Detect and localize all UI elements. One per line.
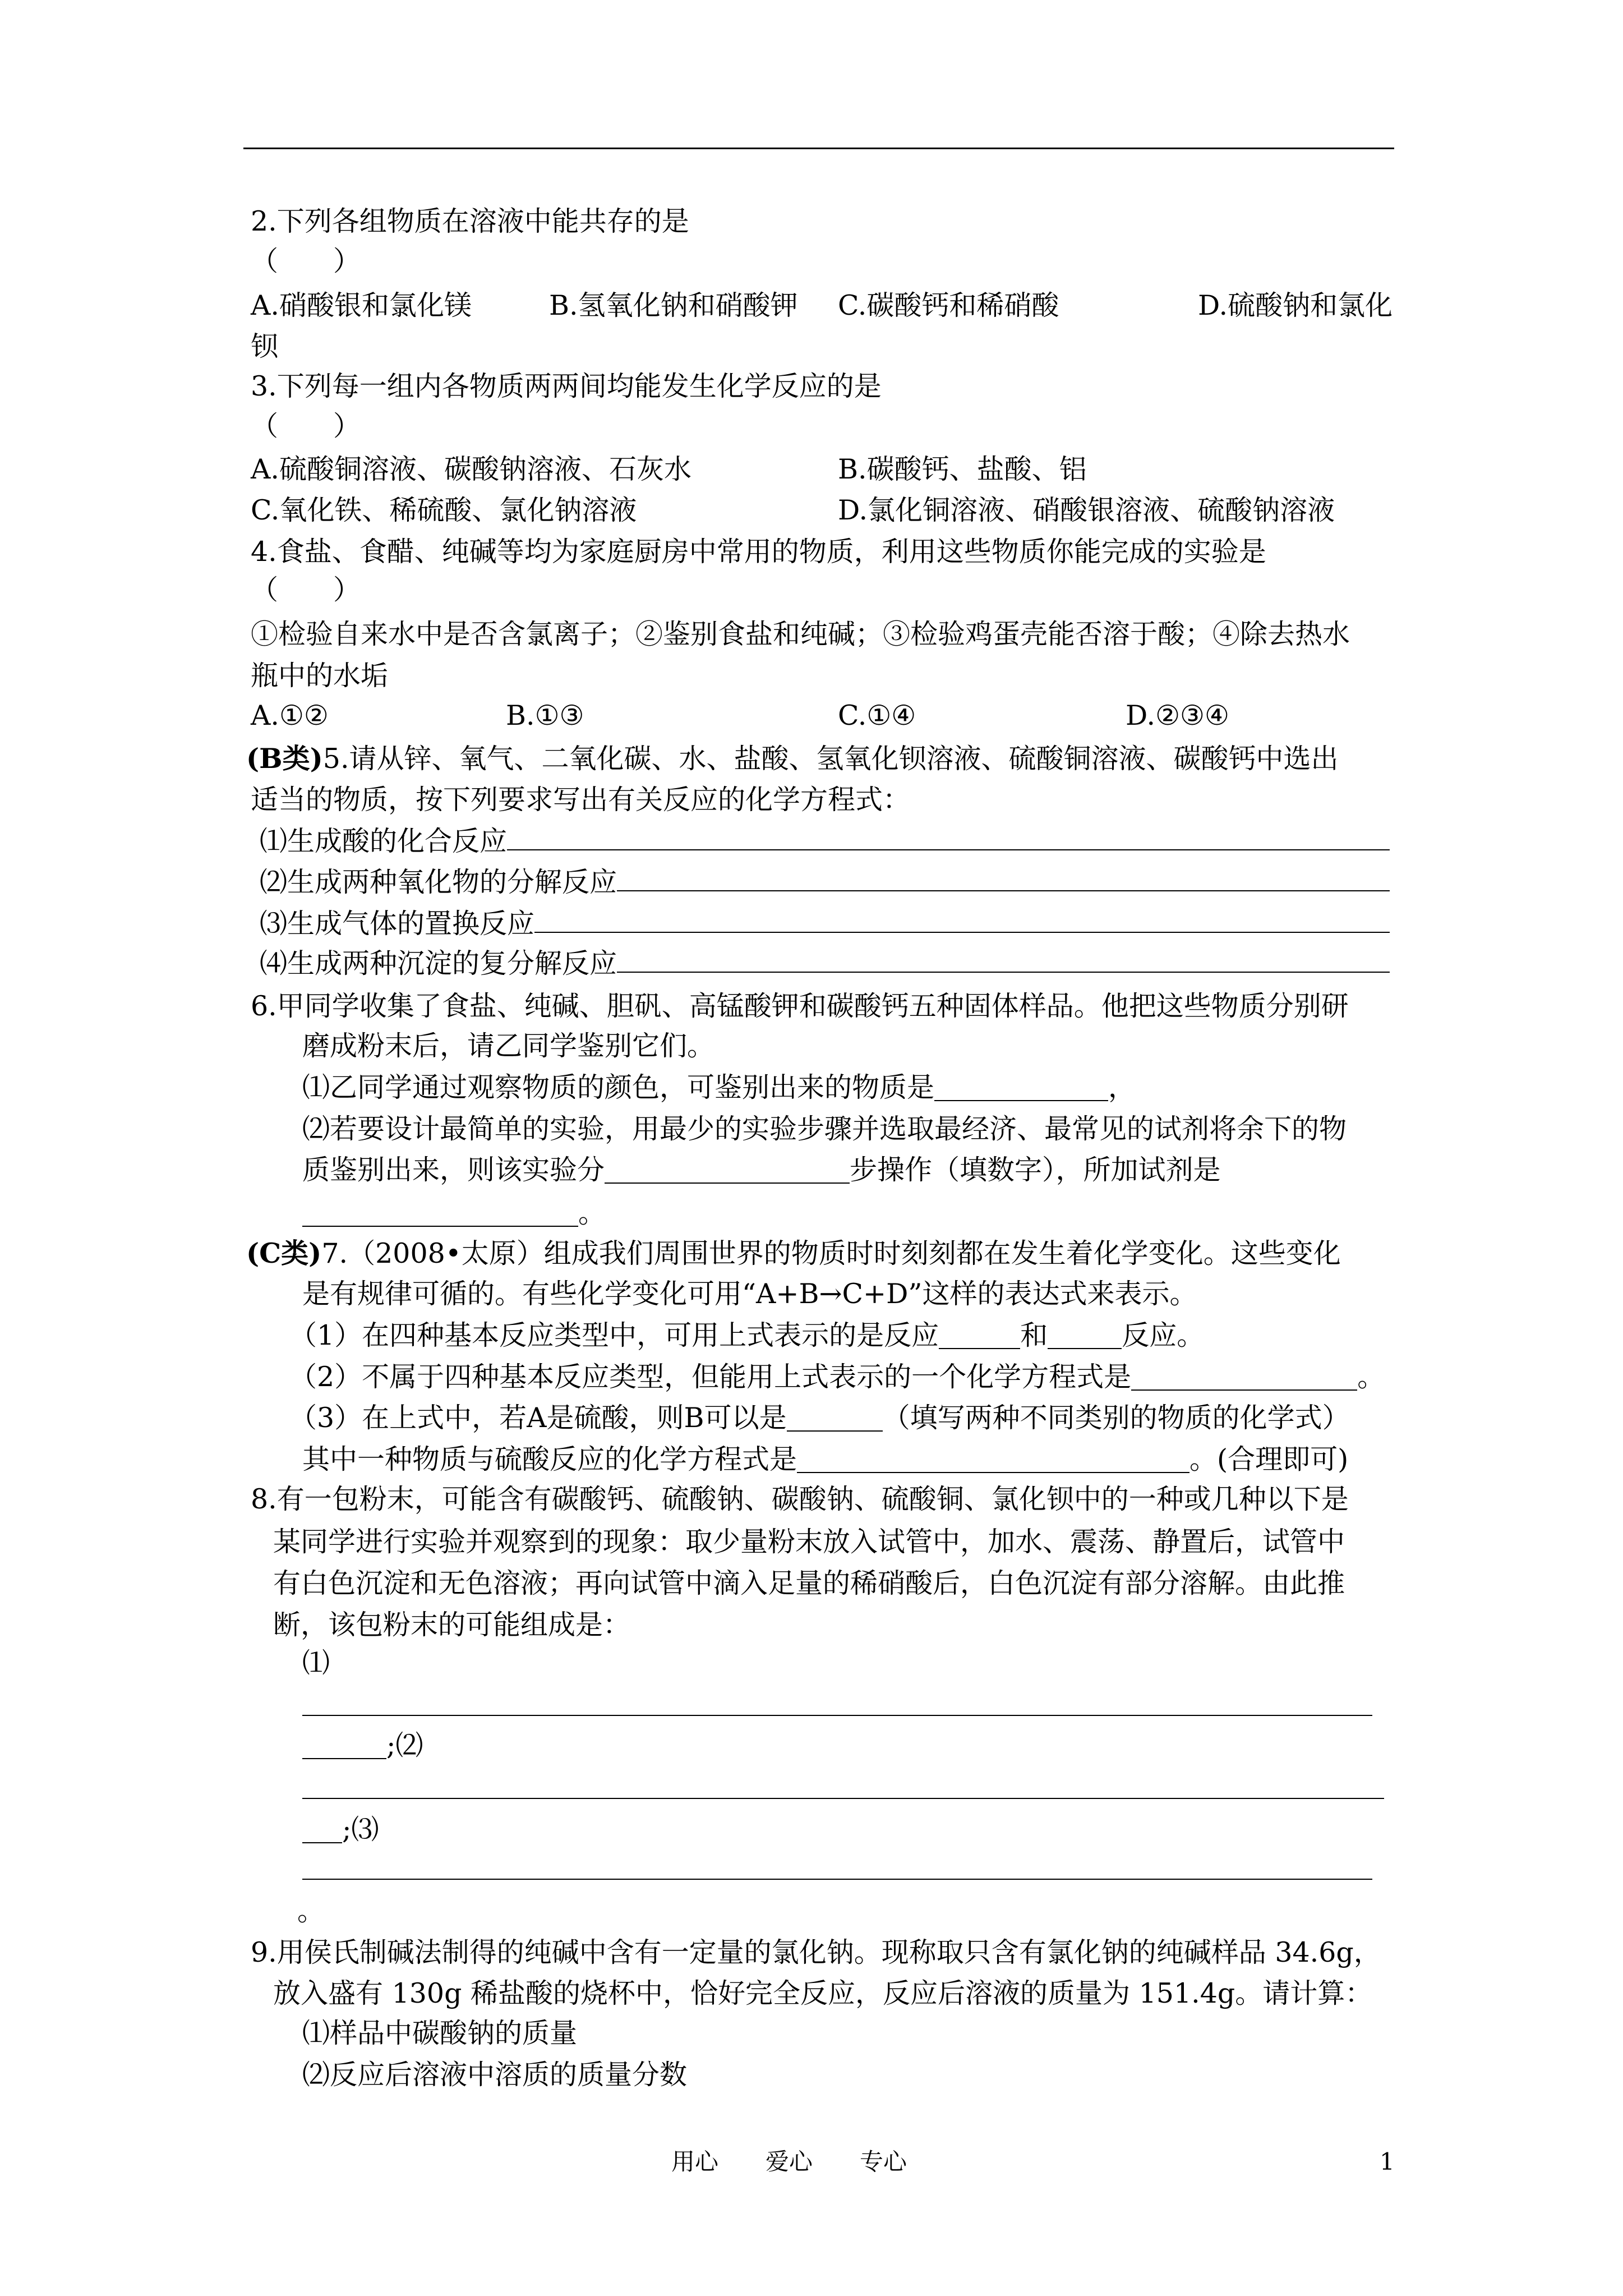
q5-part2	[260, 866, 1390, 899]
q7-part3-note: （填写两种不同类别的物质的化学式）	[882, 1402, 1350, 1434]
q6-part2-line1: ⑵若要设计最简单的实验，用最少的实验步骤并选取最经济、最常见的试剂将余下的物	[302, 1113, 1347, 1145]
q7-part2-end: 。	[1357, 1361, 1385, 1393]
q7-part3-line2-text: 其中一种物质与硫酸反应的化学方程式是	[302, 1443, 797, 1475]
q4-option-a: A.①②	[251, 700, 329, 731]
q3-answer-bracket: （ ）	[251, 410, 361, 442]
q9-part1: ⑴样品中碳酸钠的质量	[302, 2017, 578, 2049]
q8-answer1-label: ⑴	[302, 1647, 330, 1679]
q7-category-tag: (C类)	[246, 1237, 322, 1269]
q4-items-line1: ①检验自来水中是否含氯离子；②鉴别食盐和纯碱；③检验鸡蛋壳能否溶于酸；④除去热水	[251, 618, 1350, 650]
answer-blank	[302, 1842, 342, 1843]
q5-part1	[260, 825, 1390, 858]
q3-option-b: B.碳酸钙、盐酸、铝	[838, 453, 1087, 485]
q8-end-mark: 。	[297, 1895, 325, 1927]
q6-part2-text: 质鉴别出来，则该实验分	[302, 1154, 605, 1186]
answer-line	[302, 1798, 1384, 1799]
q6-part2-line3	[302, 1197, 606, 1230]
footer-motto: 用心 爱心 专心	[671, 2148, 907, 2175]
answer-blank	[1131, 1389, 1357, 1391]
q9-part2: ⑵反应后溶液中溶质的质量分数	[302, 2059, 688, 2091]
answer-blank	[534, 932, 1390, 933]
answer-blank	[934, 1100, 1108, 1101]
q6-part1-end: ，	[1108, 1071, 1136, 1103]
q7-part1-middle: 和	[1020, 1319, 1048, 1351]
q8-answer2-line	[302, 1729, 423, 1763]
q5-part3	[260, 907, 1390, 941]
q7-part3	[289, 1401, 1350, 1435]
q7-part2	[289, 1360, 1385, 1394]
q6-stem-line1: 6.甲同学收集了食盐、纯碱、胆矾、高锰酸钾和碳酸钙五种固体样品。他把这些物质分别研	[251, 990, 1349, 1022]
q8-answer3-label: ;⑶	[342, 1814, 379, 1846]
q4-items-line2: 瓶中的水垢	[251, 660, 389, 692]
q5-part2-label: ⑵生成两种氧化物的分解反应	[260, 866, 617, 898]
q4-option-b: B.①③	[506, 700, 584, 731]
q4-option-c: C.①④	[838, 700, 916, 731]
answer-blank	[617, 890, 1390, 891]
q7-part1-text: （1）在四种基本反应类型中，可用上式表示的是反应	[289, 1319, 939, 1351]
answer-blank	[797, 1472, 1189, 1473]
answer-blank	[617, 972, 1390, 973]
q2-option-b: B.氢氧化钠和硝酸钾	[549, 289, 798, 321]
q3-option-d: D.氯化铜溶液、硝酸银溶液、硫酸钠溶液	[838, 494, 1335, 526]
q7-part3-text: （3）在上式中，若A是硫酸，则B可以是	[289, 1402, 787, 1434]
q2-option-d-continued: 钡	[251, 330, 279, 362]
q7-stem-line2: 是有规律可循的。有些化学变化可用“A+B→C+D”这样的表达式来表示。	[302, 1278, 1197, 1310]
q8-stem-line4: 断，该包粉末的可能组成是：	[273, 1609, 631, 1641]
answer-line	[302, 1879, 1372, 1880]
answer-blank	[1048, 1348, 1122, 1349]
q5-stem-line1	[246, 742, 1339, 776]
q9-stem-line2: 放入盛有 130g 稀盐酸的烧杯中，恰好完全反应，反应后溶液的质量为 151.4g。请计算：	[273, 1977, 1373, 2009]
q9-stem-line1: 9.用侯氏制碱法制得的纯碱中含有一定量的氯化钠。现称取只含有氯化钠的纯碱样品 34.6g，	[251, 1936, 1381, 1968]
q8-answer2-label: ;⑵	[386, 1729, 423, 1761]
q2-option-c: C.碳酸钙和稀硝酸	[838, 289, 1059, 321]
q4-stem: 4.食盐、食醋、纯碱等均为家庭厨房中常用的物质，利用这些物质你能完成的实验是	[251, 536, 1266, 568]
q5-part3-label: ⑶生成气体的置换反应	[260, 908, 535, 940]
q8-stem-line2: 某同学进行实验并观察到的现象：取少量粉末放入试管中，加水、震荡、静置后，试管中	[273, 1526, 1345, 1558]
header-rule	[243, 148, 1394, 149]
q6-part1-text: ⑴乙同学通过观察物质的颜色，可鉴别出来的物质是	[302, 1071, 935, 1103]
answer-blank	[787, 1430, 883, 1432]
q5-category-tag: (B类)	[246, 742, 323, 775]
q5-part4	[260, 947, 1390, 981]
q3-option-c: C.氧化铁、稀硫酸、氯化钠溶液	[251, 494, 637, 526]
q7-stem-text: 7.（2008•太原）组成我们周围世界的物质时时刻刻都在发生着化学变化。这些变化	[321, 1237, 1341, 1269]
q6-stem-line2: 磨成粉末后，请乙同学鉴别它们。	[302, 1030, 715, 1062]
q8-answer3-line	[302, 1813, 379, 1847]
q6-part2-line2	[302, 1153, 1221, 1187]
q2-option-a: A.硝酸银和氯化镁	[251, 289, 472, 321]
q5-part4-label: ⑷生成两种沉淀的复分解反应	[260, 947, 617, 979]
answer-line	[302, 1715, 1372, 1716]
q7-part2-text: （2）不属于四种基本反应类型，但能用上式表示的一个化学方程式是	[289, 1361, 1132, 1393]
q4-answer-bracket: （ ）	[251, 574, 361, 606]
q3-option-a: A.硫酸铜溶液、碳酸钠溶液、石灰水	[251, 453, 691, 485]
answer-blank	[605, 1182, 850, 1184]
q2-answer-bracket: （ ）	[251, 245, 361, 277]
q5-stem-text: 5.请从锌、氧气、二氧化碳、水、盐酸、氢氧化钡溶液、硫酸铜溶液、碳酸钙中选出	[322, 743, 1339, 775]
q3-stem: 3.下列每一组内各物质两两间均能发生化学反应的是	[251, 370, 882, 402]
q4-option-d: D.②③④	[1126, 700, 1229, 731]
q7-part1-end: 反应。	[1122, 1319, 1205, 1351]
q7-part3-line2-end: 。(合理即可)	[1189, 1443, 1349, 1475]
answer-blank	[939, 1348, 1020, 1349]
answer-blank	[507, 849, 1390, 850]
q2-stem: 2.下列各组物质在溶液中能共存的是	[251, 205, 689, 237]
answer-blank	[302, 1226, 578, 1227]
q8-stem-line1: 8.有一包粉末，可能含有碳酸钙、硫酸钠、碳酸钠、硫酸铜、氯化钡中的一种或几种以下是	[251, 1483, 1349, 1515]
q7-part1	[289, 1319, 1204, 1352]
q5-stem-line2: 适当的物质，按下列要求写出有关反应的化学方程式：	[251, 784, 911, 816]
q7-stem-line1	[246, 1236, 1341, 1271]
answer-blank	[302, 1758, 386, 1759]
q2-option-d: D.硫酸钠和氯化	[1198, 289, 1393, 321]
q7-part3-line2	[302, 1443, 1348, 1476]
q5-part1-label: ⑴生成酸的化合反应	[260, 825, 508, 857]
q8-stem-line3: 有白色沉淀和无色溶液；再向试管中滴入足量的稀硝酸后，白色沉淀有部分溶解。由此推	[273, 1567, 1345, 1599]
page-number: 1	[1380, 2148, 1395, 2175]
q6-part2-end: 。	[578, 1197, 606, 1229]
q6-part1	[302, 1071, 1136, 1105]
q6-part2-text-after: 步操作（填数字），所加试剂是	[850, 1154, 1221, 1186]
